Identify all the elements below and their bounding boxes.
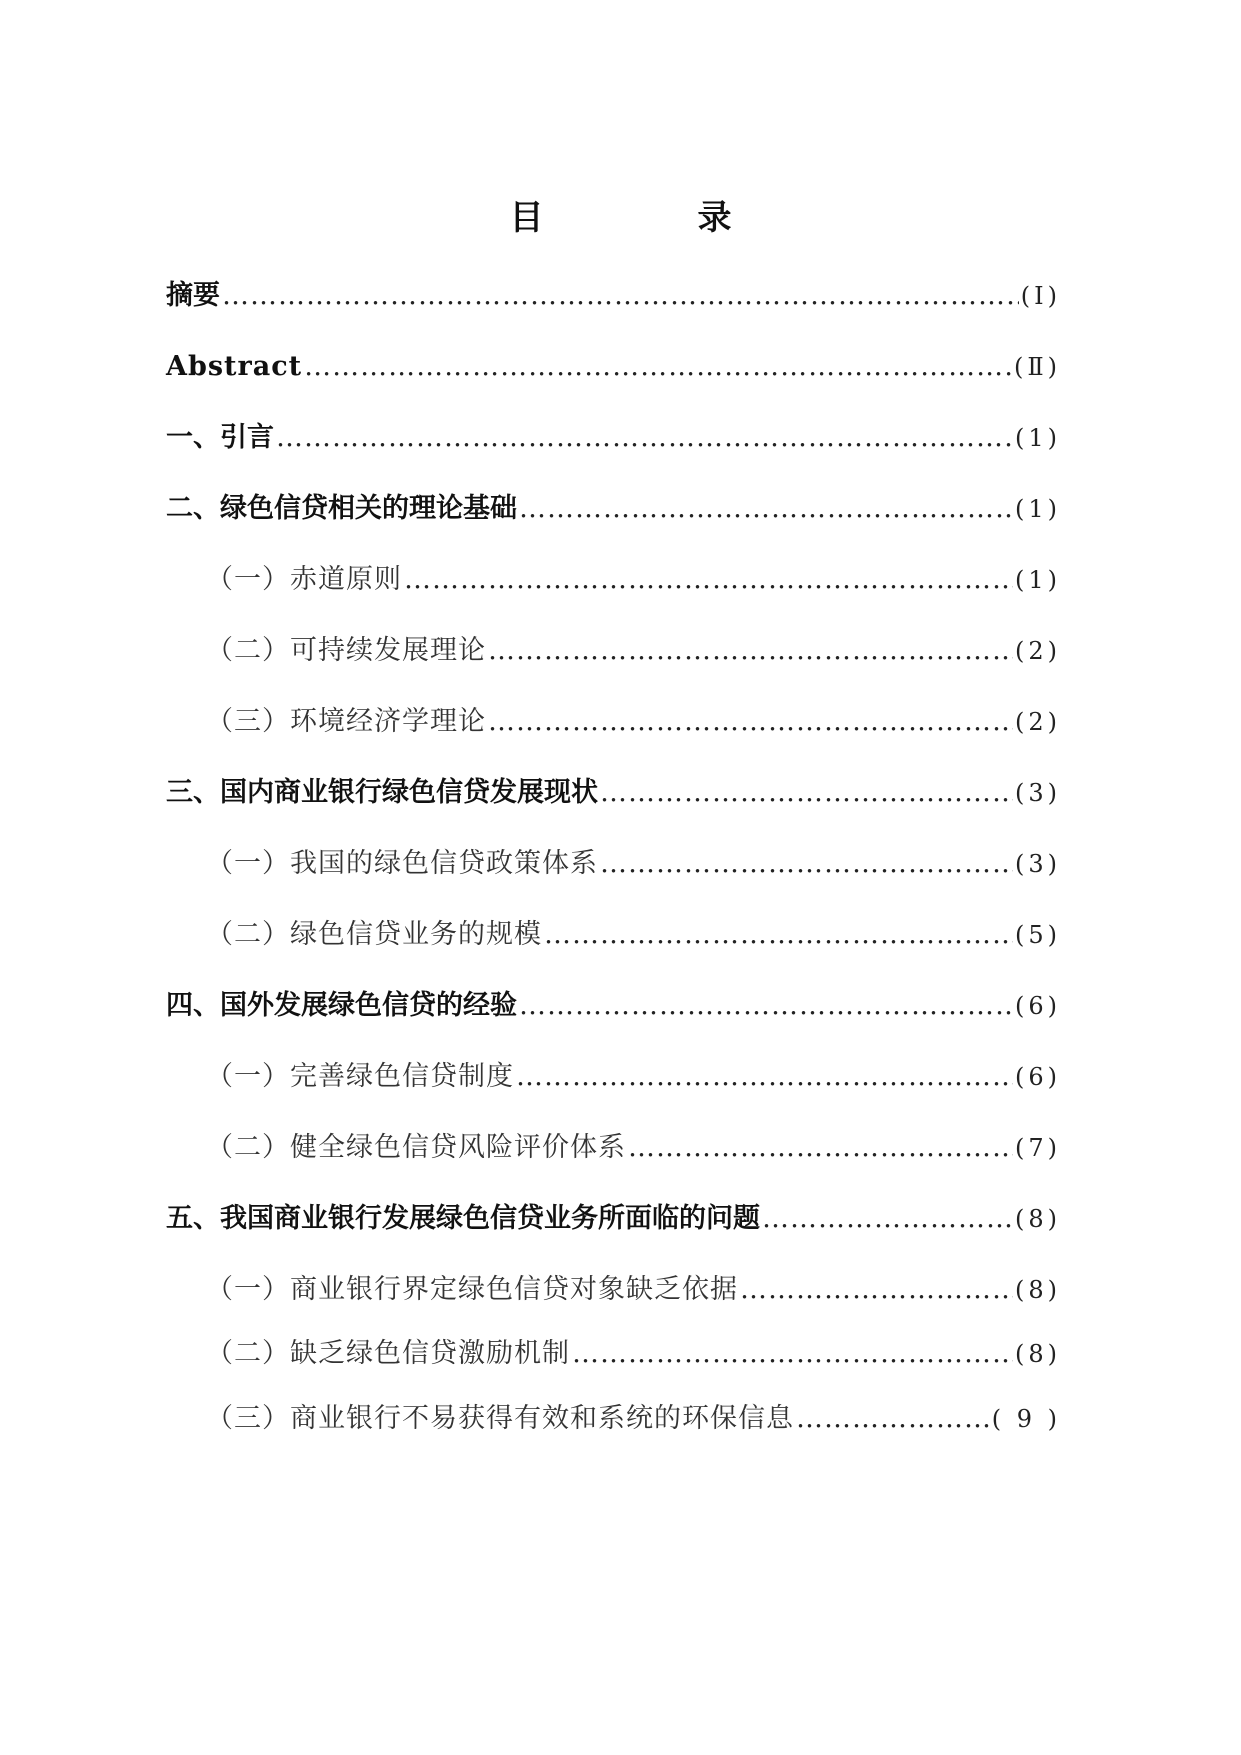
toc-entry-page: ( 9 ) bbox=[991, 1405, 1061, 1433]
toc-entry-section-3-1[interactable] bbox=[206, 844, 1061, 884]
toc-entry-chapter-1[interactable] bbox=[166, 418, 1061, 458]
page-title: 目 录 bbox=[509, 198, 792, 238]
toc-entry-title: （二）缺乏绿色信贷激励机制 bbox=[206, 1338, 570, 1369]
dot-leader bbox=[796, 1399, 990, 1439]
toc-entry-page: (3) bbox=[1015, 850, 1061, 878]
dot-leader bbox=[628, 1128, 1013, 1168]
dot-leader bbox=[304, 347, 1012, 387]
toc-entry-page: (8) bbox=[1015, 1340, 1061, 1368]
toc-entry-title: （二）可持续发展理论 bbox=[206, 635, 486, 666]
toc-entry-section-3-2[interactable] bbox=[206, 915, 1061, 955]
toc-entry-abstract-cn[interactable] bbox=[166, 276, 1061, 316]
dot-leader bbox=[222, 276, 1019, 316]
dot-leader bbox=[519, 489, 1013, 529]
toc-entry-title: （一）完善绿色信贷制度 bbox=[206, 1061, 514, 1092]
toc-entry-page: (1) bbox=[1015, 495, 1061, 523]
toc-entry-section-5-3[interactable] bbox=[206, 1399, 1061, 1439]
toc-entry-page: (3) bbox=[1015, 779, 1061, 807]
toc-entry-section-4-1[interactable] bbox=[206, 1057, 1061, 1097]
dot-leader bbox=[516, 1057, 1013, 1097]
toc-entry-page: (Ⅰ) bbox=[1020, 282, 1061, 310]
toc-entry-page: (8) bbox=[1015, 1205, 1061, 1233]
dot-leader bbox=[572, 1334, 1013, 1374]
toc-entry-section-2-3[interactable] bbox=[206, 702, 1061, 742]
dot-leader bbox=[544, 915, 1013, 955]
dot-leader bbox=[740, 1270, 1013, 1310]
toc-entry-chapter-5[interactable] bbox=[166, 1199, 1061, 1239]
dot-leader bbox=[488, 631, 1013, 671]
toc-entry-title: 二、绿色信贷相关的理论基础 bbox=[166, 493, 517, 524]
toc-entry-title: （二）健全绿色信贷风险评价体系 bbox=[206, 1132, 626, 1163]
toc-entry-page: (Ⅱ) bbox=[1013, 353, 1061, 381]
toc-entry-title: （一）我国的绿色信贷政策体系 bbox=[206, 848, 598, 879]
dot-leader bbox=[488, 702, 1013, 742]
toc-entry-page: (6) bbox=[1015, 992, 1061, 1020]
toc-entry-page: (1) bbox=[1015, 424, 1061, 452]
toc-entry-title: 摘要 bbox=[166, 280, 220, 311]
toc-entry-chapter-3[interactable] bbox=[166, 773, 1061, 813]
toc-entry-chapter-4[interactable] bbox=[166, 986, 1061, 1026]
toc-entry-title: Abstract bbox=[166, 351, 303, 382]
toc-entry-title: 四、国外发展绿色信贷的经验 bbox=[166, 990, 517, 1021]
toc-entry-page: (2) bbox=[1015, 708, 1061, 736]
toc-entry-title: （三）环境经济学理论 bbox=[206, 706, 486, 737]
toc-entry-page: (5) bbox=[1015, 921, 1061, 949]
toc-entry-title: （二）绿色信贷业务的规模 bbox=[206, 919, 542, 950]
toc-entry-title: 一、引言 bbox=[166, 422, 274, 453]
toc-entry-title: （一）赤道原则 bbox=[206, 564, 402, 595]
toc-entry-title: 三、国内商业银行绿色信贷发展现状 bbox=[166, 777, 598, 808]
toc-entry-abstract-en[interactable] bbox=[166, 347, 1061, 387]
toc-entry-chapter-2[interactable] bbox=[166, 489, 1061, 529]
toc-entry-section-5-2[interactable] bbox=[206, 1334, 1061, 1374]
toc-entry-page: (7) bbox=[1015, 1134, 1061, 1162]
toc-entry-title: （一）商业银行界定绿色信贷对象缺乏依据 bbox=[206, 1274, 738, 1305]
dot-leader bbox=[519, 986, 1013, 1026]
toc-entry-page: (6) bbox=[1015, 1063, 1061, 1091]
dot-leader bbox=[600, 844, 1013, 884]
toc-entry-section-2-2[interactable] bbox=[206, 631, 1061, 671]
toc-entry-title: 五、我国商业银行发展绿色信贷业务所面临的问题 bbox=[166, 1203, 760, 1234]
toc-entry-section-2-1[interactable] bbox=[206, 560, 1061, 600]
toc-entry-page: (1) bbox=[1015, 566, 1061, 594]
dot-leader bbox=[762, 1199, 1013, 1239]
dot-leader bbox=[600, 773, 1013, 813]
toc-entry-page: (2) bbox=[1015, 637, 1061, 665]
dot-leader bbox=[276, 418, 1013, 458]
toc-entry-page: (8) bbox=[1015, 1276, 1061, 1304]
toc-entry-section-4-2[interactable] bbox=[206, 1128, 1061, 1168]
dot-leader bbox=[404, 560, 1013, 600]
toc-entry-title: （三）商业银行不易获得有效和系统的环保信息 bbox=[206, 1403, 794, 1434]
toc-entry-section-5-1[interactable] bbox=[206, 1270, 1061, 1310]
